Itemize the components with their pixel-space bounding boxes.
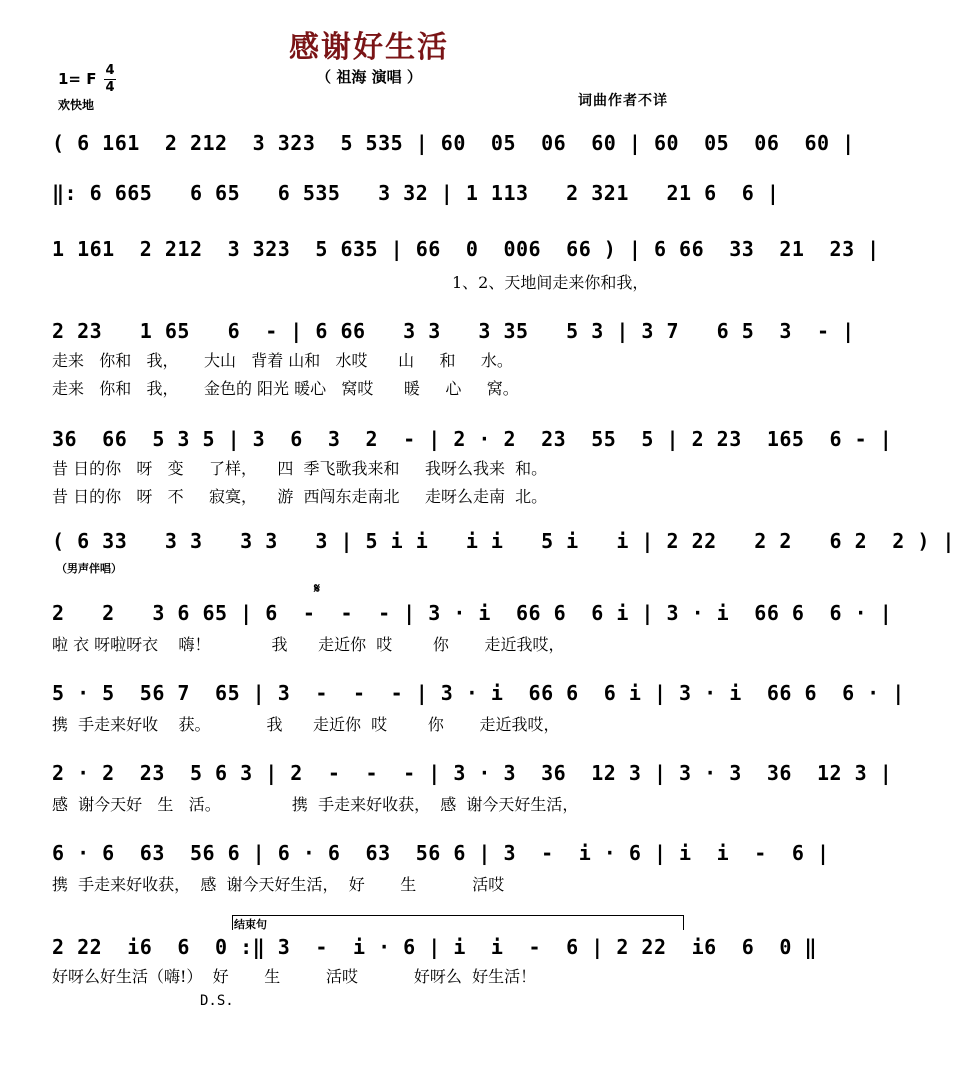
- segno-icon: 𝄋: [314, 581, 321, 597]
- score-row-8: 5 · 5 56 7 65 | 3 - - - | 3 · i 66 6 6 i | 3 · i 66 6 6 · |: [52, 681, 905, 705]
- male-backing-note: （男声伴唱）: [56, 562, 122, 575]
- lyric-line-9: 携 手走来好收获， 感 谢今天好生活， 好 生 活哎: [52, 875, 505, 894]
- score-row-7: 2 2 3 6 65 | 6 - - - | 3 · i 66 6 6 i | 3 · i 66 6 6 · |: [52, 601, 893, 625]
- lyric-line-1: 1、2、天地间走来你和我，: [452, 273, 649, 292]
- score-row-3: 1 161 2 212 3 323 5 635 | 66 0 006 66 ) | 6 66 33 21 23 |: [52, 237, 880, 261]
- composer-credit: 词曲作者不详: [578, 93, 668, 109]
- ending-label: 结束句: [234, 918, 267, 931]
- lyric-line-6: 啦 衣 呀啦呀衣 嗨！ 我 走近你 哎 你 走近我哎，: [52, 635, 565, 654]
- score-row-4: 2 23 1 65 6 - | 6 66 3 3 3 35 5 3 | 3 7 6 5 3 - |: [52, 319, 855, 343]
- score-row-5: 36 66 5 3 5 | 3 6 3 2 - | 2 · 2 23 55 5 | 2 23 165 6 - |: [52, 427, 893, 451]
- score-row-9: 2 · 2 23 5 6 3 | 2 - - - | 3 · 3 36 12 3 | 3 · 3 36 12 3 |: [52, 761, 893, 785]
- score-row-6: ( 6 33 3 3 3 3 3 | 5 i i i i 5 i i | 2 22 2 2 6 2 2 ) |: [52, 529, 955, 553]
- score-row-1: ( 6 161 2 212 3 323 5 535 | 60 05 06 60 | 60 05 06 60 |: [52, 131, 855, 155]
- lyric-line-4: 昔 日的你 呀 变 了样， 四 季飞歌我来和 我呀么我来 和。: [52, 459, 548, 478]
- key-signature: 1= F: [58, 70, 97, 88]
- lyric-line-7: 携 手走来好收 获。 我 走近你 哎 你 走近我哎，: [52, 715, 560, 734]
- meter-top: 4: [105, 63, 115, 78]
- tempo-marking: 欢快地: [58, 98, 95, 112]
- lyric-line-5: 昔 日的你 呀 不 寂寞， 游 西闯东走南北 走呀么走南 北。: [52, 487, 548, 506]
- ending-bracket: [232, 915, 684, 930]
- lyric-line-2: 走来 你和 我， 大山 背着 山和 水哎 山 和 水。: [52, 351, 513, 370]
- time-signature: [104, 64, 116, 95]
- meter-bottom: 4: [105, 80, 115, 95]
- song-title: 感谢好生活: [289, 30, 449, 65]
- lyric-line-3: 走来 你和 我， 金色的 阳光 暖心 窝哎 暖 心 窝。: [52, 379, 519, 398]
- lyric-line-10: 好呀么好生活（嗨!） 好 生 活哎 好呀么 好生活！: [52, 967, 537, 986]
- singer-credit: （ 祖海 演唱 ）: [316, 68, 422, 86]
- score-row-2: ‖: 6 665 6 65 6 535 3 32 | 1 113 2 321 21 6 6 |: [52, 181, 780, 205]
- dal-segno-mark: D.S.: [200, 993, 234, 1009]
- score-row-11: 2 22 i6 6 0 :‖ 3 - i · 6 | i i - 6 | 2 22 i6 6 0 ‖: [52, 935, 818, 959]
- score-row-10: 6 · 6 63 56 6 | 6 · 6 63 56 6 | 3 - i · 6 | i i - 6 |: [52, 841, 830, 865]
- lyric-line-8: 感 谢今天好 生 活。 携 手走来好收获， 感 谢今天好生活，: [52, 795, 579, 814]
